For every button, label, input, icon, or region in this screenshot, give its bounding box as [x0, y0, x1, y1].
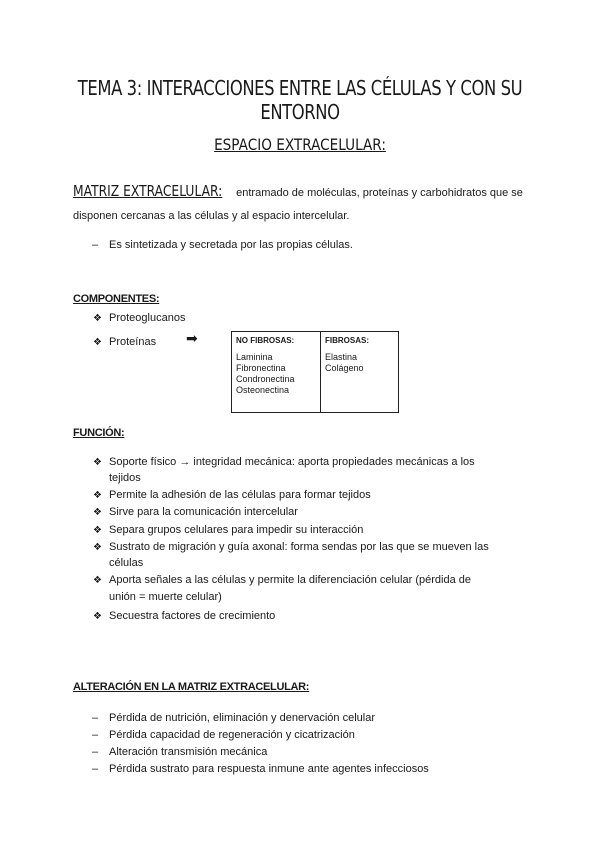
alteracion-item: Alteración transmisión mecánica: [109, 746, 268, 758]
star-bullet-icon: ❖: [93, 542, 102, 553]
star-bullet-icon: ❖: [93, 525, 102, 536]
dash-bullet: –: [92, 239, 99, 251]
definition-line-1: [73, 182, 523, 200]
table-entry: Condronectina: [236, 374, 295, 384]
table-entry: Fibronectina: [236, 363, 286, 373]
star-bullet-icon: ❖: [93, 490, 102, 501]
alteracion-item: Pérdida de nutrición, eliminación y denervación celular: [109, 712, 375, 724]
funcion-item: Soporte físico → integridad mecánica: aporta propiedades mecánicas a los: [109, 456, 475, 468]
table-entry: Osteonectina: [236, 385, 290, 395]
dash-bullet: –: [92, 729, 99, 741]
star-bullet-icon: ❖: [93, 457, 102, 468]
alteracion-item: Pérdida capacidad de regeneración y cicatrización: [109, 729, 355, 741]
right-arrow-icon: ➡: [186, 330, 198, 346]
funcion-item: Separa grupos celulares para impedir su interacción: [109, 524, 364, 536]
table-entry: Colágeno: [325, 363, 364, 373]
star-bullet-icon: ❖: [93, 575, 102, 586]
componentes-heading: COMPONENTES:: [73, 293, 160, 305]
funcion-item-cont: células: [109, 557, 144, 569]
definition-term: MATRIZ EXTRACELULAR:: [73, 182, 223, 200]
dash-bullet: –: [92, 712, 99, 724]
dash-bullet: –: [92, 746, 99, 758]
star-bullet-icon: ❖: [93, 313, 102, 324]
fibrosas-cell: [321, 332, 399, 413]
funcion-item-cont: unión = muerte celular): [109, 591, 222, 603]
star-bullet-icon: ❖: [93, 611, 102, 622]
definition-text-1: entramado de moléculas, proteínas y carbohidratos que se: [236, 187, 523, 199]
funcion-item: Secuestra factores de crecimiento: [109, 610, 276, 622]
funcion-item: Sustrato de migración y guía axonal: forma sendas por las que se mueven las: [109, 541, 489, 553]
funcion-item: Aporta señales a las células y permite la diferenciación celular (pérdida de: [109, 574, 471, 586]
dash-bullet: –: [92, 763, 99, 775]
funcion-item: Permite la adhesión de las células para formar tejidos: [109, 489, 371, 501]
componente-item: Proteínas: [109, 336, 157, 348]
star-bullet-icon: ❖: [93, 507, 102, 518]
funcion-item: Sirve para la comunicación intercelular: [109, 506, 298, 518]
no-fibrosas-header: NO FIBROSAS:: [236, 336, 295, 345]
componente-item: Proteoglucanos: [109, 312, 186, 324]
table-entry: Laminina: [236, 352, 273, 362]
section-title: ESPACIO EXTRACELULAR:: [214, 135, 386, 154]
no-fibrosas-cell: [232, 332, 321, 413]
funcion-item-cont: tejidos: [109, 472, 141, 484]
alteracion-item: Pérdida sustrato para respuesta inmune ante agentes infecciosos: [109, 763, 429, 775]
table-entry: Elastina: [325, 352, 358, 362]
alteracion-heading: ALTERACIÓN EN LA MATRIZ EXTRACELULAR:: [73, 681, 310, 693]
page-title: TEMA 3: INTERACCIONES ENTRE LAS CÉLULAS Y CON SU ENTORNO: [77, 76, 523, 124]
definition-text-2: disponen cercanas a las células y al espacio intercelular.: [73, 210, 350, 222]
definition-note: Es sintetizada y secretada por las propias células.: [109, 239, 353, 251]
proteins-table: [231, 331, 399, 413]
star-bullet-icon: ❖: [93, 337, 102, 348]
funcion-heading: FUNCIÓN:: [73, 427, 125, 439]
fibrosas-header: FIBROSAS:: [325, 336, 369, 345]
